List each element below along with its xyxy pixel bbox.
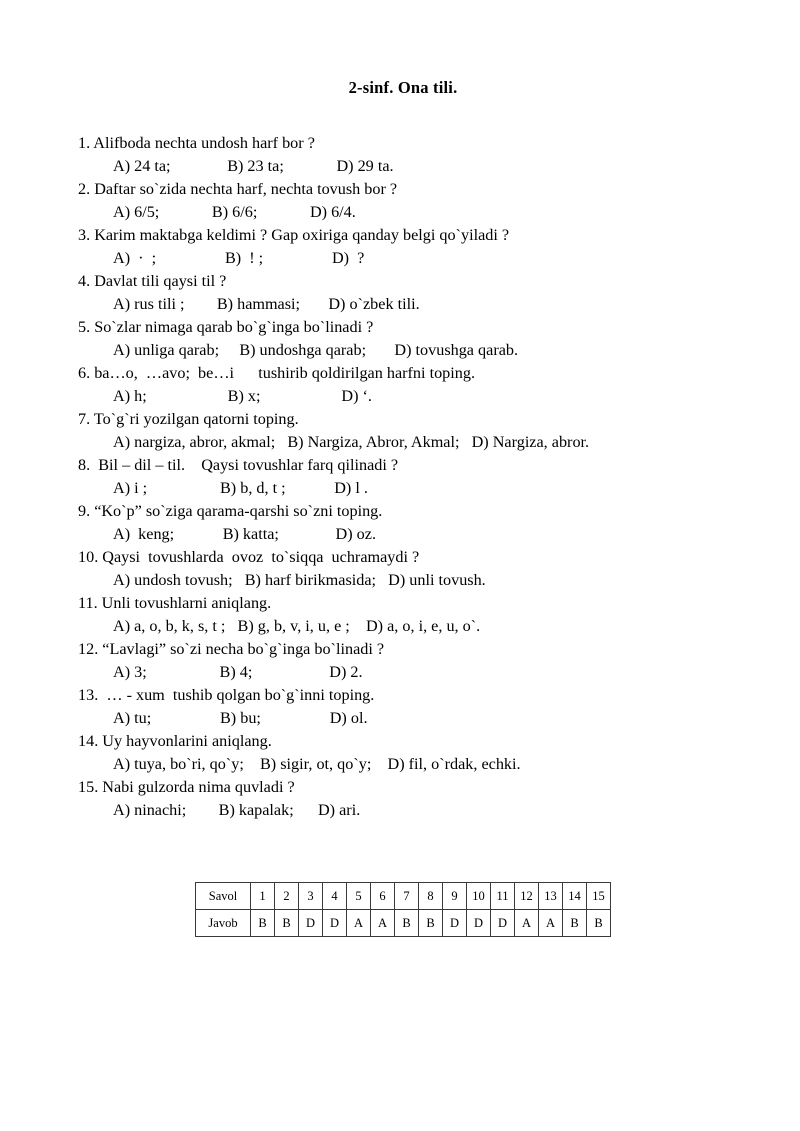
answer-cell: D (299, 910, 323, 937)
answer-cell: B (395, 910, 419, 937)
question-text: 1. Alifboda nechta undosh harf bor ? (78, 134, 315, 152)
question-number-cell: 13 (539, 883, 563, 910)
question-item (78, 592, 728, 638)
question-text: 9. “Ko`p” so`ziga qarama-qarshi so`zni toping. (78, 502, 383, 520)
question-item (78, 684, 728, 730)
question-number-cell: 1 (251, 883, 275, 910)
question-options: A) · ; B) ! ; D) ? (113, 249, 365, 267)
question-options: A) 6/5; B) 6/6; D) 6/4. (113, 203, 356, 221)
answer-cell: A (539, 910, 563, 937)
question-options: A) undosh tovush; B) harf birikmasida; D) unli tovush. (113, 571, 486, 589)
answer-cell: A (371, 910, 395, 937)
question-text: 8. Bil – dil – til. Qaysi tovushlar farq qilinadi ? (78, 456, 399, 474)
question-item (78, 362, 728, 408)
question-item (78, 224, 728, 270)
answer-key-table (195, 882, 611, 937)
question-text: 14. Uy hayvonlarini aniqlang. (78, 732, 272, 750)
question-number-cell: 4 (323, 883, 347, 910)
answer-cell: D (491, 910, 515, 937)
question-item (78, 178, 728, 224)
question-item (78, 316, 728, 362)
question-number-cell: 5 (347, 883, 371, 910)
question-options: A) ninachi; B) kapalak; D) ari. (113, 801, 361, 819)
question-item (78, 454, 728, 500)
question-number-cell: 6 (371, 883, 395, 910)
question-number-cell: 11 (491, 883, 515, 910)
answer-cell: D (467, 910, 491, 937)
answer-cell: B (563, 910, 587, 937)
question-item (78, 776, 728, 822)
question-options: A) nargiza, abror, akmal; B) Nargiza, Abror, Akmal; D) Nargiza, abror. (113, 433, 590, 451)
page-title: 2-sinf. Ona tili. (348, 78, 458, 97)
question-options: A) h; B) x; D) ‘. (113, 387, 372, 405)
question-number-cell: 12 (515, 883, 539, 910)
table-row (196, 883, 611, 910)
question-options: A) tu; B) bu; D) ol. (113, 709, 368, 727)
answer-cell: A (515, 910, 539, 937)
question-item (78, 500, 728, 546)
question-options: A) keng; B) katta; D) oz. (113, 525, 376, 543)
question-number-cell: 14 (563, 883, 587, 910)
question-item (78, 546, 728, 592)
question-number-cell: 7 (395, 883, 419, 910)
question-options: A) 3; B) 4; D) 2. (113, 663, 363, 681)
question-text: 6. ba…o, …avo; be…i tushirib qoldirilgan harfni toping. (78, 364, 475, 382)
question-text: 3. Karim maktabga keldimi ? Gap oxiriga qanday belgi qo`yiladi ? (78, 226, 510, 244)
question-options: A) rus tili ; B) hammasi; D) o`zbek tili. (113, 295, 420, 313)
row-label-javob: Javob (196, 910, 251, 937)
answer-cell: B (587, 910, 611, 937)
question-options: A) i ; B) b, d, t ; D) l . (113, 479, 368, 497)
question-item (78, 132, 728, 178)
question-number-cell: 2 (275, 883, 299, 910)
question-item (78, 730, 728, 776)
question-item (78, 638, 728, 684)
questions-list (78, 132, 728, 822)
question-options: A) a, o, b, k, s, t ; B) g, b, v, i, u, e ; D) a, o, i, e, u, o`. (113, 617, 481, 635)
answer-key-section (78, 882, 728, 937)
row-label-savol: Savol (196, 883, 251, 910)
question-options: A) unliga qarab; B) undoshga qarab; D) tovushga qarab. (113, 341, 519, 359)
question-number-cell: 15 (587, 883, 611, 910)
question-options: A) tuya, bo`ri, qo`y; B) sigir, ot, qo`y; D) fil, o`rdak, echki. (113, 755, 521, 773)
question-text: 13. … - xum tushib qolgan bo`g`inni toping. (78, 686, 375, 704)
answer-cell: D (323, 910, 347, 937)
question-number-cell: 9 (443, 883, 467, 910)
question-text: 11. Unli tovushlarni aniqlang. (78, 594, 272, 612)
question-text: 12. “Lavlagi” so`zi necha bo`g`inga bo`linadi ? (78, 640, 385, 658)
question-item (78, 408, 728, 454)
answer-cell: B (251, 910, 275, 937)
question-text: 2. Daftar so`zida nechta harf, nechta tovush bor ? (78, 180, 398, 198)
question-text: 10. Qaysi tovushlarda ovoz to`siqqa uchramaydi ? (78, 548, 420, 566)
table-row (196, 910, 611, 937)
question-text: 7. To`g`ri yozilgan qatorni toping. (78, 410, 299, 428)
question-number-cell: 8 (419, 883, 443, 910)
question-number-cell: 10 (467, 883, 491, 910)
question-text: 15. Nabi gulzorda nima quvladi ? (78, 778, 295, 796)
answer-cell: D (443, 910, 467, 937)
question-text: 5. So`zlar nimaga qarab bo`g`inga bo`linadi ? (78, 318, 374, 336)
answer-cell: B (275, 910, 299, 937)
question-item (78, 270, 728, 316)
question-options: A) 24 ta; B) 23 ta; D) 29 ta. (113, 157, 394, 175)
question-text: 4. Davlat tili qaysi til ? (78, 272, 227, 290)
answer-cell: B (419, 910, 443, 937)
answer-cell: A (347, 910, 371, 937)
question-number-cell: 3 (299, 883, 323, 910)
